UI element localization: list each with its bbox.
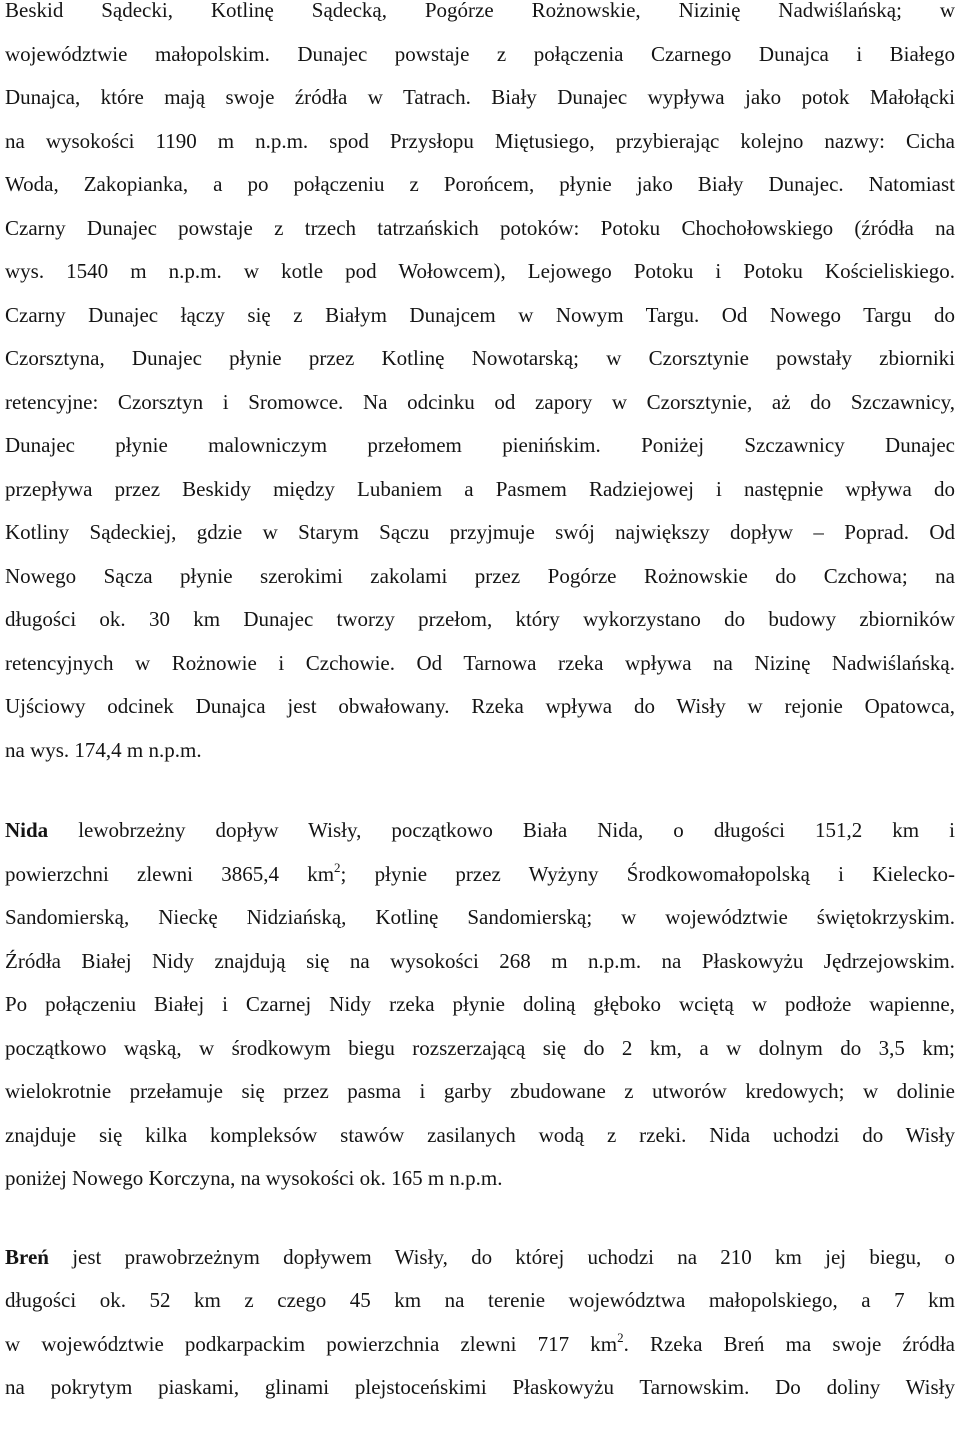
superscript: 2 [617,1329,624,1345]
text-line: Beskid Sądecki, Kotlinę Sądecką, Pogórze Rożnowskie, Nizinię Nadwiślańską; w [5,0,955,22]
text-fragment: lewobrzeżny dopływ Wisły, początkowo Biała Nida, o długości 151,2 km i [48,818,955,842]
text-line [5,859,955,906]
text-line: retencyjne: Czorsztyn i Sromowce. Na odcinku od zapory w Czorsztynie, aż do Szczawnicy, [5,389,955,414]
text-line: Po połączeniu Białej i Czarnej Nidy rzeka płynie doliną głęboko wciętą w podłoże wapienne, [5,992,955,1016]
text-line: Czarny Dunajec powstaje z trzech tatrzańskich potoków: Potoku Chochołowskiego (źródła na [5,215,955,240]
paragraph-nida [5,818,955,1210]
text-fragment: . Rzeka Breń ma swoje źródła [623,1331,955,1356]
text-line: Ujściowy odcinek Dunajca jest obwałowany. Rzeka wpływa do Wisły w rejonie Opatowca, [5,694,955,718]
text-line: wys. 1540 m n.p.m. w kotle pod Wołowcem), Lejowego Potoku i Potoku Kościeliskiego. [5,259,955,283]
text-line-last: na wys. 174,4 m n.p.m. [5,737,202,762]
text-line: Sandomierską, Nieckę Nidziańską, Kotlinę Sandomierską; w województwie świętokrzyskim. [5,905,955,929]
text-fragment: jest prawobrzeżnym dopływem Wisły, do której uchodzi na 210 km jej biegu, o [48,1244,955,1269]
text-line: przepływa przez Beskidy między Lubaniem a Pasmem Radziejowej i następnie wpływa do [5,476,955,501]
text-line: Czorsztyna, Dunajec płynie przez Kotlinę Nowotarską; w Czorsztynie powstały zbiorniki [5,346,955,370]
text-fragment: powierzchni zlewni 3865,4 km [5,861,335,886]
term-bren: Breń [5,1244,49,1269]
text-line: Nowego Sącza płynie szerokimi zakolami przez Pogórze Rożnowskie do Czchowa; na [5,563,955,588]
text-fragment: ; płynie przez Wyżyny Środkowomałopolską i Kielecko- [340,861,955,886]
text-line: Czarny Dunajec łączy się z Białym Dunajcem w Nowym Targu. Od Nowego Targu do [5,302,955,327]
text-line [5,1329,955,1376]
text-line: retencyjnych w Rożnowie i Czchowie. Od Tarnowa rzeka wpływa na Nizinę Nadwiślańską. [5,650,955,675]
text-line [5,1245,955,1289]
superscript: 2 [334,859,341,875]
paragraph-dunajec [5,0,955,781]
text-line: Woda, Zakopianka, a po połączeniu z Porońcem, płynie jako Biały Dunajec. Natomiast [5,172,955,196]
text-line: Źródła Białej Nidy znajdują się na wysokości 268 m n.p.m. na Płaskowyżu Jędrzejowskim. [5,948,955,973]
text-line-last: poniżej Nowego Korczyna, na wysokości ok. 165 m n.p.m. [5,1166,503,1190]
text-line: Dunajca, które mają swoje źródła w Tatrach. Biały Dunajec wypływa jako potok Małołącki [5,85,955,109]
text-line: na wysokości 1190 m n.p.m. spod Przysłopu Miętusiego, przybierając kolejno nazwy: Cicha [5,128,955,153]
text-fragment: w województwie podkarpackim powierzchnia zlewni 717 km [5,1331,618,1356]
text-line: długości ok. 30 km Dunajec tworzy przełom, który wykorzystano do budowy zbiorników [5,607,955,631]
paragraph-bren [5,1245,955,1419]
document-page [5,0,955,1419]
text-line: Dunajec płynie malowniczym przełomem pienińskim. Poniżej Szczawnicy Dunajec [5,433,955,457]
text-line: znajduje się kilka kompleksów stawów zasilanych wodą z rzeki. Nida uchodzi do Wisły [5,1122,955,1147]
text-line: województwie małopolskim. Dunajec powstaje z połączenia Czarnego Dunajca i Białego [5,41,955,66]
text-line: wielokrotnie przełamuje się przez pasma i garby zbudowane z utworów kredowych; w dolinie [5,1079,955,1103]
text-line: długości ok. 52 km z czego 45 km na terenie województwa małopolskiego, a 7 km [5,1288,955,1312]
term-nida: Nida [5,818,49,842]
text-line: na pokrytym piaskami, glinami plejstoceńskimi Płaskowyżu Tarnowskim. Do doliny Wisły [5,1375,955,1399]
text-line: Kotliny Sądeckiej, gdzie w Starym Sączu przyjmuje swój największy dopływ – Poprad. Od [5,520,955,544]
text-line [5,818,955,862]
text-line: początkowo wąską, w środkowym biegu rozszerzającą się do 2 km, a w dolnym do 3,5 km; [5,1035,955,1060]
